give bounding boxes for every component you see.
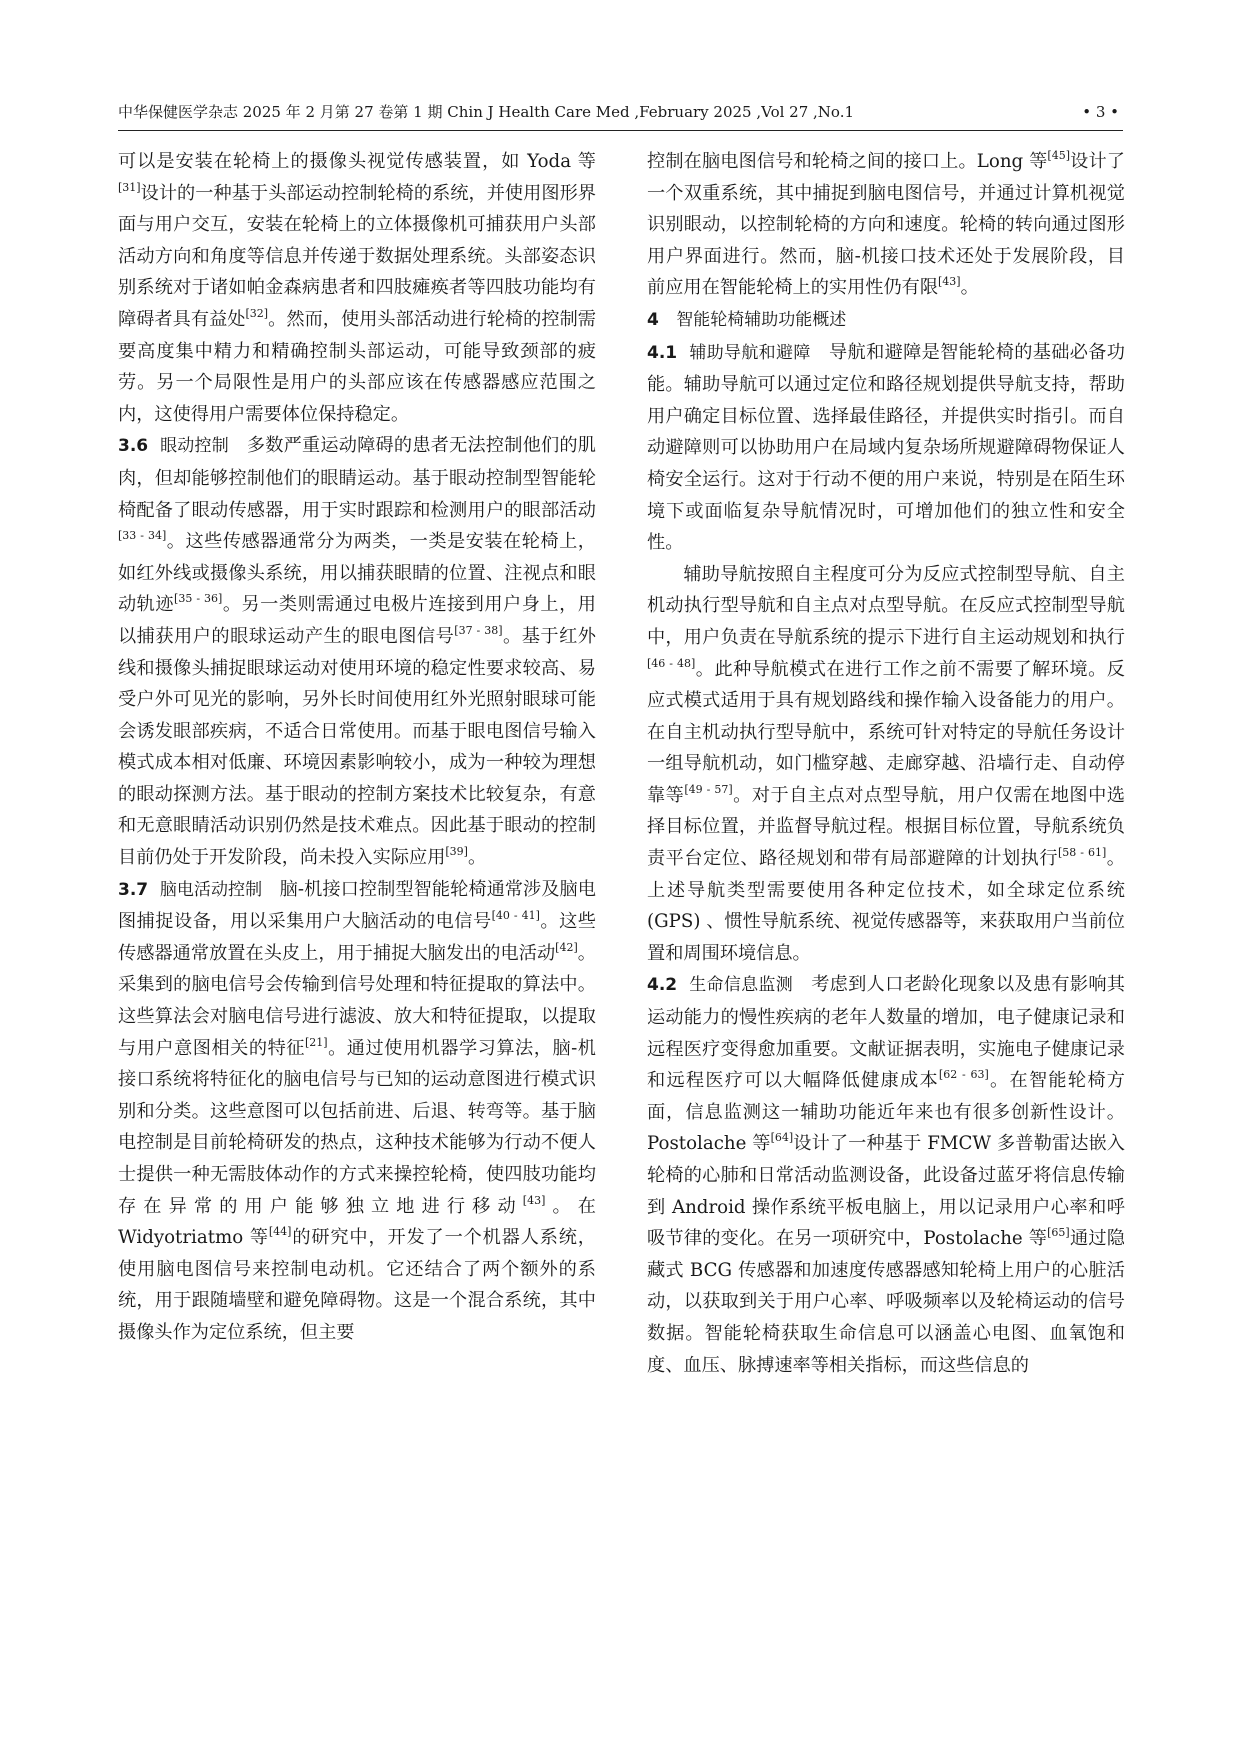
- citation-ref: [58 - 61]: [1058, 845, 1107, 859]
- citation-ref: [42]: [555, 940, 578, 954]
- citation-ref: [35 - 36]: [174, 592, 223, 606]
- section-title: 眼动控制: [160, 436, 229, 457]
- section-number: 4.2: [647, 975, 678, 996]
- citation-ref: [64]: [770, 1131, 794, 1145]
- left-column: [118, 146, 596, 1349]
- section-title: 脑电活动控制: [159, 879, 263, 900]
- citation-ref: [44]: [268, 1224, 292, 1238]
- section-title: 辅助导航和避障: [689, 342, 811, 363]
- citation-ref: [37 - 38]: [454, 623, 503, 637]
- paragraph-head-control: 可以是安装在轮椅上的摄像头视觉传感装置，如 Yoda 等[31]设计的一种基于头部运动控制轮椅的系统，并使用图形界面与用户交互，安装在轮椅上的立体摄像机可捕获用户头部活动方向和角度等信息并传递于数据处理系统。头部姿态识别系统对于诸如帕金森病患者和四肢瘫痪者等四肢功能均有障碍者具有益处[32]。然而，使用头部活动进行轮椅的控制需要高度集中精力和精确控制头部运动，可能导致颈部的疲劳。另一个局限性是用户的头部应该在传感器感应范围之内，这使得用户需要体位保持稳定。: [118, 151, 596, 425]
- paragraph-bci-continued: 控制在脑电图信号和轮椅之间的接口上。Long 等[45]设计了一个双重系统，其中捕捉到脑电图信号，并通过计算机视觉识别眼动，以控制轮椅的方向和速度。轮椅的转向通过图形用户界面进行。然而，脑-机接口技术还处于发展阶段，目前应用在智能轮椅上的实用性仍有限[43]。: [647, 148, 1125, 299]
- section-number: 4: [647, 309, 659, 330]
- citation-ref: [62 - 63]: [938, 1067, 989, 1081]
- citation-ref: [49 - 57]: [684, 782, 733, 796]
- citation-ref: [65]: [1047, 1225, 1070, 1239]
- paragraph-navigation-types: 辅助导航按照自主程度可分为反应式控制型导航、自主机动执行型导航和自主点对点型导航。在反应式控制型导航中，用户负责在导航系统的提示下进行自主运动规划和执行[46 - 48]。此种导航模式在进行工作之前不需要了解环境。反应式模式适用于具有规划路线和操作输入设备能力的用户。在自主机动执行型导航中，系统可针对特定的导航任务设计一组导航机动，如门槛穿越、走廊穿越、沿墙行走、自动停靠等[49 - 57]。对于自主点对点型导航，用户仅需在地图中选择目标位置，并监督导航过程。根据目标位置，导航系统负责平台定位、路径规划和带有局部避障的计划执行[58 - 61]。上述导航类型需要使用各种定位技术，如全球定位系统 (GPS) 、惯性导航系统、视觉传感器等，来获取用户当前位置和周围环境信息。: [647, 563, 1125, 964]
- citation-ref: [31]: [118, 180, 141, 194]
- section-number: 3.7: [118, 879, 149, 900]
- section-number: 3.6: [118, 436, 149, 457]
- citation-ref: [45]: [1047, 148, 1071, 162]
- section-3-7: 3.7 脑电活动控制 脑-机接口控制型智能轮椅通常涉及脑电图捕捉设备，用以采集用户大脑活动的电信号[40 - 41]。这些传感器通常放置在头皮上，用于捕捉大脑发出的电活动[42]。采集到的脑电信号会传输到信号处理和特征提取的算法中。这些算法会对脑电信号进行滤波、放大和特征提取，以提取与用户意图相关的特征[21]。通过使用机器学习算法，脑-机接口系统将特征化的脑电信号与已知的运动意图进行模式识别和分类。这些意图可以包括前进、后退、转弯等。基于脑电控制是目前轮椅研发的热点，这种技术能够为行动不便人士提供一种无需肢体动作的方式来操控轮椅，使四肢功能均存在异常的用户能够独立地进行移动[43]。在 Widyotriatmo 等[44]的研究中，开发了一个机器人系统，使用脑电图信号来控制电动机。它还结合了两个额外的系统，用于跟随墙壁和避免障碍物。这是一个混合系统，其中摄像头作为定位系统，但主要: [118, 878, 596, 1343]
- section-4-2: 4.2 生命信息监测 考虑到人口老龄化现象以及患有影响其运动能力的慢性疾病的老年人数量的增加，电子健康记录和远程医疗变得愈加重要。文献证据表明，实施电子健康记录和远程医疗可以大幅降低健康成本[62 - 63]。在智能轮椅方面，信息监测这一辅助功能近年来也有很多创新性设计。Postolache 等[64]设计了一种基于 FMCW 多普勒雷达嵌入轮椅的心肺和日常活动监测设备，此设备过蓝牙将信息传输到 Android 操作系统平板电脑上，用以记录用户心率和呼吸节律的变化。在另一项研究中，Postolache 等[65]通过隐藏式 BCG 传感器和加速度传感器感知轮椅上用户的心脏活动，以获取到关于用户心率、呼吸频率以及轮椅运动的信号数据。智能轮椅获取生命信息可以涵盖心电图、血氧饱和度、血压、脉搏速率等相关指标，而这些信息的: [647, 974, 1125, 1376]
- page-number: • 3 •: [1082, 103, 1119, 121]
- citation-ref: [32]: [245, 306, 269, 320]
- right-column: [647, 146, 1125, 1381]
- section-3-6: 3.6 眼动控制 多数严重运动障碍的患者无法控制他们的肌肉，但却能够控制他们的眼睛运动。基于眼动控制型智能轮椅配备了眼动传感器，用于实时跟踪和检测用户的眼部活动[33 - 34]。这些传感器通常分为两类，一类是安装在轮椅上，如红外线或摄像头系统，用以捕获眼睛的位置、注视点和眼动轨迹[35 - 36]。另一类则需通过电极片连接到用户身上，用以捕获用户的眼球运动产生的眼电图信号[37 - 38]。基于红外线和摄像头捕捉眼球运动对使用环境的稳定性要求较高、易受户外可见光的影响，另外长时间使用红外光照射眼球可能会诱发眼部疾病，不适合日常使用。而基于眼电图信号输入模式成本相对低廉、环境因素影响较小，成为一种较为理想的眼动探测方法。基于眼动的控制方案技术比较复杂，有意和无意眼睛活动识别仍然是技术难点。因此基于眼动的控制目前仍处于开发阶段，尚未投入实际应用[39]。: [118, 435, 596, 869]
- running-header: [118, 96, 1123, 131]
- citation-ref: [43]: [522, 1193, 546, 1207]
- citation-ref: [46 - 48]: [647, 656, 696, 670]
- section-4-1: 4.1 辅助导航和避障 导航和避障是智能轮椅的基础必备功能。辅助导航可以通过定位和路径规划提供导航支持，帮助用户确定目标位置、选择最佳路径，并提供实时指引。而自动避障则可以协助用户在局域内复杂场所规避障碍物保证人椅安全运行。这对于行动不便的用户来说，特别是在陌生环境下或面临复杂导航情况时，可增加他们的独立性和安全性。: [647, 341, 1125, 554]
- citation-ref: [21]: [304, 1035, 328, 1049]
- citation-ref: [43]: [938, 275, 961, 289]
- citation-ref: [33 - 34]: [118, 528, 167, 542]
- section-title: 生命信息监测: [689, 975, 793, 996]
- section-number: 4.1: [647, 342, 678, 363]
- journal-citation-line: 中华保健医学杂志 2025 年 2 月第 27 卷第 1 期 Chin J Health Care Med ,February 2025 ,Vol 27 ,No.1: [118, 103, 855, 121]
- citation-ref: [40 - 41]: [491, 909, 540, 922]
- citation-ref: [39]: [445, 844, 468, 858]
- section-title: 智能轮椅辅助功能概述: [676, 309, 847, 330]
- section-4-heading: [647, 304, 1125, 337]
